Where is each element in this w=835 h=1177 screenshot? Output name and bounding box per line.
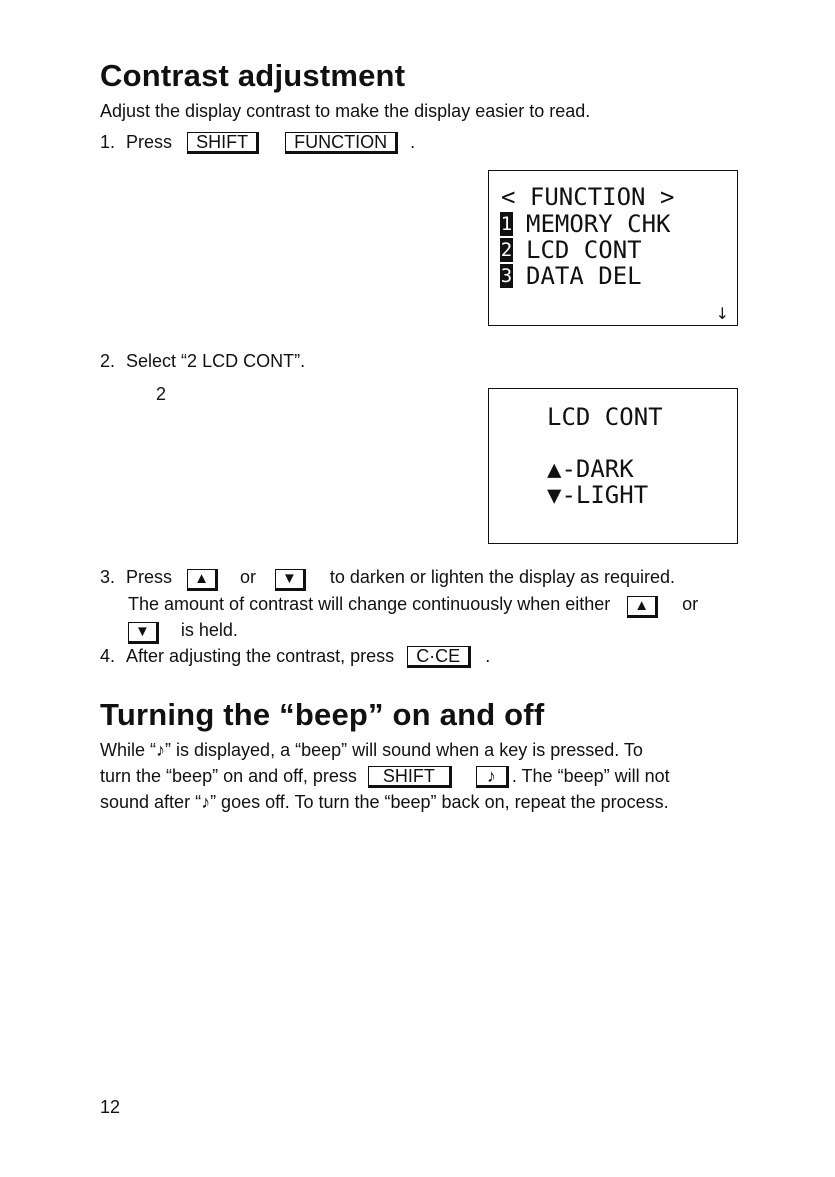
step-end: .: [410, 132, 416, 152]
beep-key: ♪: [476, 766, 509, 788]
step-3-line-2: [128, 593, 698, 618]
menu-badge: 2: [500, 239, 513, 261]
step-2: [100, 350, 305, 372]
text: ” goes off. To turn the “beep” back on, repeat the process.: [210, 792, 669, 812]
step-text: to darken or lighten the display as required.: [329, 567, 676, 587]
step-2-key: 2: [156, 384, 167, 404]
section-title-contrast: Contrast adjustment: [100, 58, 406, 93]
cce-key: C·CE: [407, 646, 471, 668]
beep-line-3: [100, 791, 669, 813]
step-text: After adjusting the contrast, press: [126, 646, 395, 666]
lcd-light-label: ▼-LIGHT: [547, 481, 649, 509]
section-title-beep: Turning the “beep” on and off: [100, 697, 545, 732]
step-text: Press: [126, 567, 173, 587]
lcd-header: < FUNCTION >: [501, 183, 675, 211]
lcd-menu-item-1: [500, 211, 671, 237]
text: While “: [100, 740, 157, 760]
step-text: Press: [126, 132, 173, 152]
step-number: 2.: [100, 351, 116, 371]
shift-key: SHIFT: [187, 132, 259, 154]
shift-key: SHIFT: [368, 766, 452, 788]
lcd-contrast-title: LCD CONT: [547, 403, 663, 431]
step-4: [100, 645, 490, 668]
step-end: .: [485, 646, 491, 666]
step-number: 3.: [100, 567, 116, 587]
page-number: 12: [100, 1097, 121, 1117]
lcd-function-menu: [488, 170, 738, 326]
step-number: 1.: [100, 132, 116, 152]
down-key: ▼: [275, 569, 306, 591]
menu-label: LCD CONT: [526, 236, 642, 264]
step-number: 4.: [100, 646, 116, 666]
step-text: is held.: [180, 620, 238, 640]
menu-badge: 3: [500, 265, 513, 287]
text: ” is displayed, a “beep” will sound when a key is pressed. To: [165, 740, 643, 760]
lcd-contrast-screen: [488, 388, 738, 544]
beep-line-2: [100, 765, 670, 788]
up-key: ▲: [627, 596, 658, 618]
lcd-menu-item-3: [500, 263, 642, 289]
down-key: ▼: [128, 622, 159, 644]
step-text: The amount of contrast will change continuously when either: [128, 594, 611, 614]
beep-line-1: [100, 739, 643, 761]
text: turn the “beep” on and off, press: [100, 766, 357, 786]
note-icon: ♪: [201, 792, 211, 812]
note-icon: ♪: [156, 740, 166, 760]
lcd-dark-label: ▲-DARK: [547, 455, 634, 483]
text: sound after “: [100, 792, 202, 812]
step-1: [100, 131, 415, 154]
or-text: or: [239, 567, 256, 587]
or-text: or: [682, 594, 699, 614]
text: . The “beep” will not: [511, 766, 670, 786]
contrast-intro: Adjust the display contrast to make the display easier to read.: [100, 101, 591, 121]
scroll-down-icon: ↓: [715, 304, 729, 323]
step-3-line-3: [128, 619, 238, 644]
function-key: FUNCTION: [285, 132, 398, 154]
menu-label: MEMORY CHK: [526, 210, 671, 238]
step-3-line-1: [100, 566, 675, 591]
menu-badge: 1: [500, 213, 513, 235]
up-key: ▲: [187, 569, 218, 591]
step-text: Select “2 LCD CONT”.: [126, 351, 306, 371]
lcd-menu-item-2: [500, 237, 642, 263]
menu-label: DATA DEL: [526, 262, 642, 290]
